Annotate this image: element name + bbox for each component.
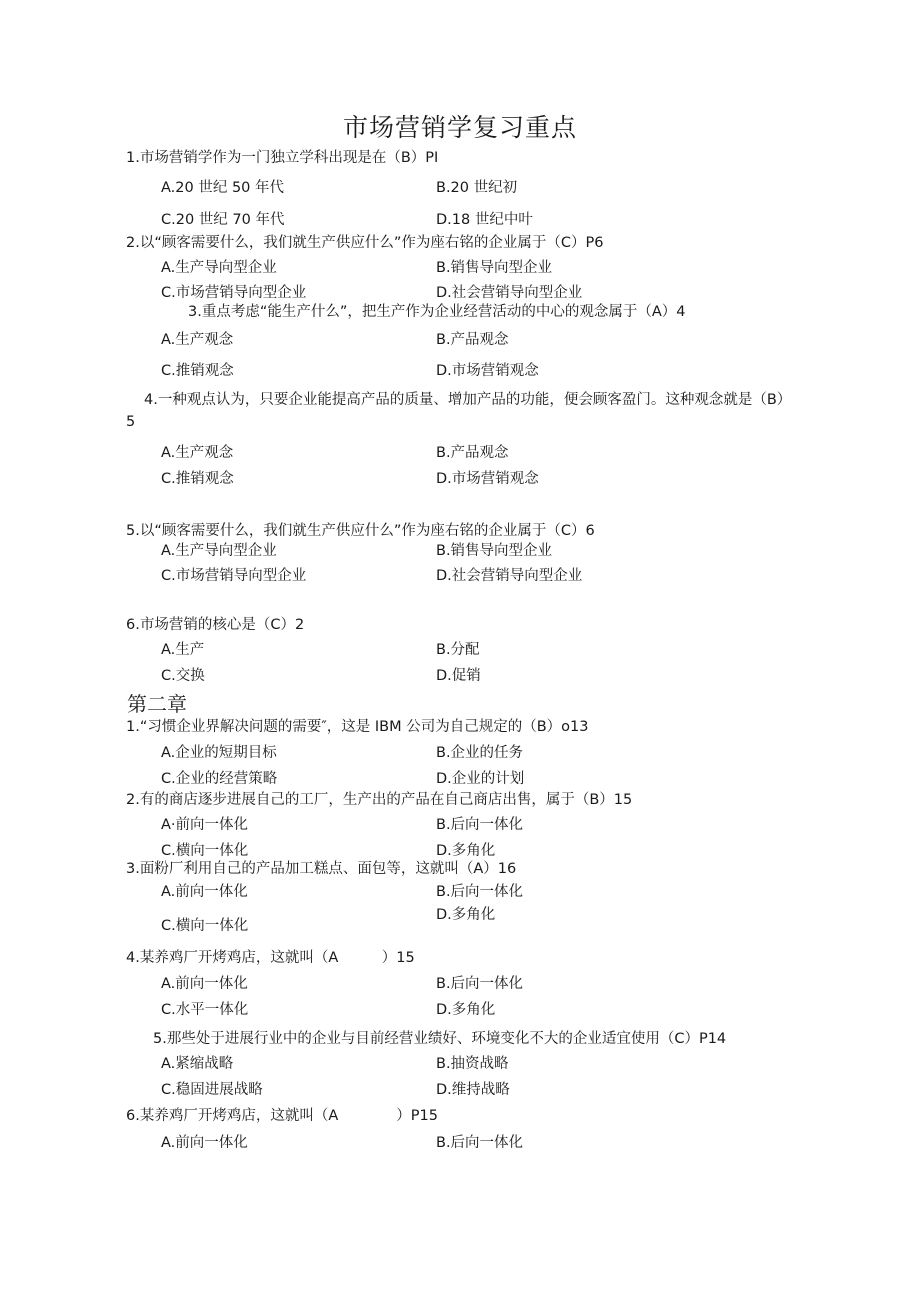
- option-d: D.18 世纪中叶: [436, 212, 533, 228]
- option-c: C.交换: [161, 668, 205, 684]
- option-d: D.市场营销观念: [436, 363, 539, 379]
- option-c: C.推销观念: [161, 471, 234, 487]
- option-a: A·前向一体化: [161, 817, 249, 833]
- option-d: D.多角化: [436, 843, 496, 859]
- option-b: B.企业的任务: [436, 745, 524, 761]
- document-title: 市场营销学复习重点: [342, 113, 577, 142]
- option-a: A.前向一体化: [161, 884, 248, 900]
- option-d: D.市场营销观念: [436, 471, 539, 487]
- question-2-5: 5.那些处于进展行业中的企业与目前经营业绩好、环境变化不大的企业适宜使用（C）P14: [153, 1031, 727, 1047]
- option-d: D.社会营销导向型企业: [436, 285, 583, 301]
- option-a: A.生产观念: [161, 332, 234, 348]
- question-1-3: 3.重点考虑“能生产什么”，把生产作为企业经营活动的中心的观念属于（A）4: [188, 304, 686, 320]
- option-d: D.促销: [436, 668, 481, 684]
- option-c: C.企业的经营策略: [161, 771, 278, 787]
- option-a: A.生产: [161, 642, 205, 658]
- option-c: C.稳固进展战略: [161, 1082, 263, 1098]
- option-c: C.20 世纪 70 年代: [161, 212, 285, 228]
- option-a: A.生产导向型企业: [161, 260, 277, 276]
- option-b: B.产品观念: [436, 332, 509, 348]
- question-1-2: 2.以“顾客需要什么，我们就生产供应什么”作为座右铭的企业属于（C）P6: [126, 235, 604, 251]
- option-c: C.横向一体化: [161, 918, 249, 934]
- option-a: A.紧缩战略: [161, 1056, 234, 1072]
- option-d: D.维持战略: [436, 1082, 510, 1098]
- question-1-1: 1.市场营销学作为一门独立学科出现是在（B）PI: [126, 150, 439, 166]
- question-1-6: 6.市场营销的核心是（C）2: [126, 617, 305, 633]
- question-1-4: 4.一种观点认为，只要企业能提高产品的质量、增加产品的功能，便会顾客盈门。这种观念就是（B）5: [126, 392, 785, 430]
- question-2-2: 2.有的商店逐步进展自己的工厂，生产出的产品在自己商店出售，属于（B）15: [126, 792, 633, 808]
- question-2-1: 1.“习惯企业界解决问题的需要″，这是 IBM 公司为自己规定的（B）o13: [126, 719, 589, 735]
- option-b: B.20 世纪初: [436, 180, 518, 196]
- option-b: B.销售导向型企业: [436, 543, 553, 559]
- option-d: D.企业的计划: [436, 771, 525, 787]
- option-a: A.20 世纪 50 年代: [161, 180, 285, 196]
- option-c: C.市场营销导向型企业: [161, 568, 307, 584]
- option-b: B.销售导向型企业: [436, 260, 553, 276]
- option-b: B.后向一体化: [436, 884, 524, 900]
- question-1-5: 5.以“顾客需要什么，我们就生产供应什么”作为座右铭的企业属于（C）6: [126, 523, 595, 539]
- option-a: A.生产观念: [161, 445, 234, 461]
- option-a: A.企业的短期目标: [161, 745, 277, 761]
- question-2-3: 3.面粉厂利用自己的产品加工糕点、面包等，这就叫（A）16: [126, 861, 517, 877]
- option-a: A.前向一体化: [161, 1135, 248, 1151]
- option-a: A.前向一体化: [161, 976, 248, 992]
- question-2-4: 4.某养鸡厂开烤鸡店，这就叫（A ）15: [126, 950, 415, 966]
- option-b: B.后向一体化: [436, 976, 524, 992]
- option-b: B.后向一体化: [436, 817, 524, 833]
- option-c: C.推销观念: [161, 363, 234, 379]
- chapter-heading: 第二章: [127, 692, 187, 716]
- option-c: C.横向一体化: [161, 843, 249, 859]
- option-d: D.多角化: [436, 1002, 496, 1018]
- option-b: B.产品观念: [436, 445, 509, 461]
- option-b: B.后向一体化: [436, 1135, 524, 1151]
- option-d: D.社会营销导向型企业: [436, 568, 583, 584]
- option-d: D.多角化: [436, 907, 496, 923]
- question-2-6: 6.某养鸡厂开烤鸡店，这就叫（A ）P15: [126, 1108, 438, 1124]
- option-c: C.市场营销导向型企业: [161, 285, 307, 301]
- option-a: A.生产导向型企业: [161, 543, 277, 559]
- option-c: C.水平一体化: [161, 1002, 249, 1018]
- option-b: B.抽资战略: [436, 1056, 509, 1072]
- option-b: B.分配: [436, 642, 480, 658]
